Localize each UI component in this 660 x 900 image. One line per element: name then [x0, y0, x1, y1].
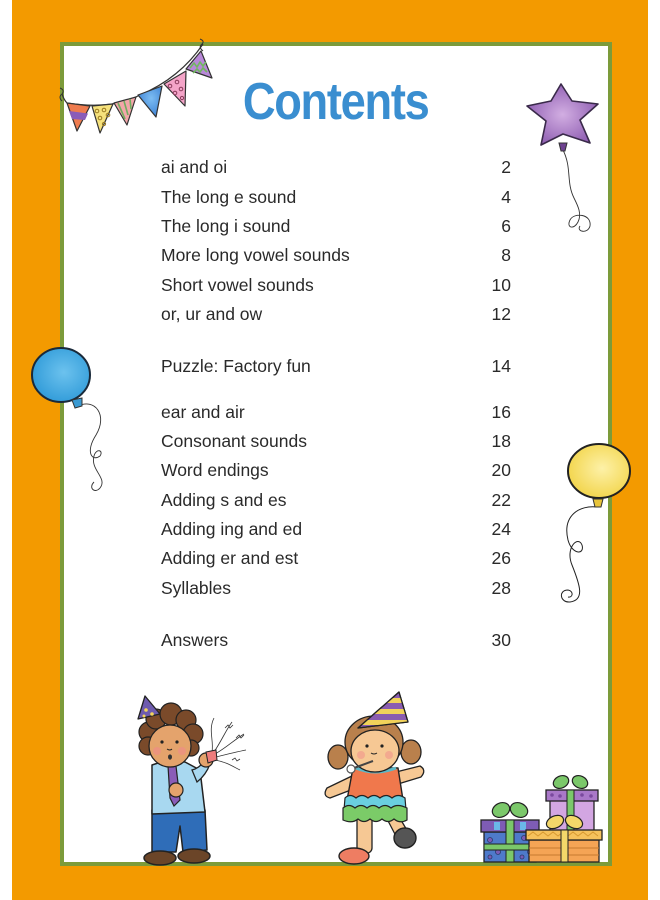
toc-entry-title: Adding er and est — [161, 548, 299, 569]
toc-entry-title: The long i sound — [161, 215, 291, 236]
toc-entry-title: The long e sound — [161, 186, 297, 207]
toc-entry — [161, 398, 511, 427]
toc-entry-title: Adding ing and ed — [161, 519, 303, 540]
toc-entry-page: 14 — [491, 355, 511, 376]
toc-entry-title: More long vowel sounds — [161, 245, 350, 266]
contents-title: Contents — [243, 73, 429, 131]
toc-entry — [161, 153, 511, 182]
toc-entry-page: 4 — [501, 186, 511, 207]
toc-entry-page: 10 — [491, 274, 511, 295]
toc-entry-page: 16 — [491, 401, 511, 422]
toc-entry-title: Syllables — [161, 577, 232, 598]
toc-entry-title: Short vowel sounds — [161, 274, 314, 295]
toc-entry — [161, 574, 511, 603]
toc-entry — [161, 300, 511, 329]
gift-boxes-icon — [478, 770, 606, 866]
toc-entry — [161, 241, 511, 270]
toc-group — [161, 153, 511, 329]
toc-entry-title: or, ur and ow — [161, 303, 263, 324]
party-boy-icon — [120, 690, 260, 875]
toc-group — [161, 352, 511, 381]
toc-entry — [161, 271, 511, 300]
toc-group — [161, 398, 511, 603]
party-girl-icon — [315, 685, 435, 870]
toc-entry-title: Puzzle: Factory fun — [161, 355, 311, 376]
toc-entry-page: 20 — [491, 460, 511, 481]
toc-entry — [161, 427, 511, 456]
star-balloon-icon — [520, 78, 605, 238]
toc-entry — [161, 544, 511, 573]
toc-entry-page: 12 — [491, 303, 511, 324]
toc-entry-title: Word endings — [161, 460, 269, 481]
toc-entry-title: ear and air — [161, 401, 245, 422]
blue-balloon-icon — [30, 345, 115, 495]
toc-entry-title: Answers — [161, 629, 229, 650]
toc-entry-page: 22 — [491, 489, 511, 510]
toc-entry — [161, 515, 511, 544]
toc-list — [161, 153, 511, 655]
toc-entry — [161, 456, 511, 485]
toc-entry-page: 2 — [501, 157, 511, 178]
toc-entry-page: 24 — [491, 519, 511, 540]
toc-entry-page: 30 — [491, 629, 511, 650]
yellow-balloon-icon — [550, 440, 640, 610]
toc-entry — [161, 352, 511, 381]
toc-entry — [161, 486, 511, 515]
toc-group — [161, 626, 511, 655]
bunting-icon — [55, 35, 225, 140]
toc-entry-page: 28 — [491, 577, 511, 598]
toc-entry-page: 8 — [501, 245, 511, 266]
toc-entry-page: 26 — [491, 548, 511, 569]
toc-entry — [161, 626, 511, 655]
toc-entry-title: Consonant sounds — [161, 431, 307, 452]
toc-entry-page: 18 — [491, 431, 511, 452]
toc-entry-title: ai and oi — [161, 157, 228, 178]
toc-entry — [161, 212, 511, 241]
toc-entry-title: Adding s and es — [161, 489, 287, 510]
toc-entry-page: 6 — [501, 215, 511, 236]
toc-entry — [161, 183, 511, 212]
